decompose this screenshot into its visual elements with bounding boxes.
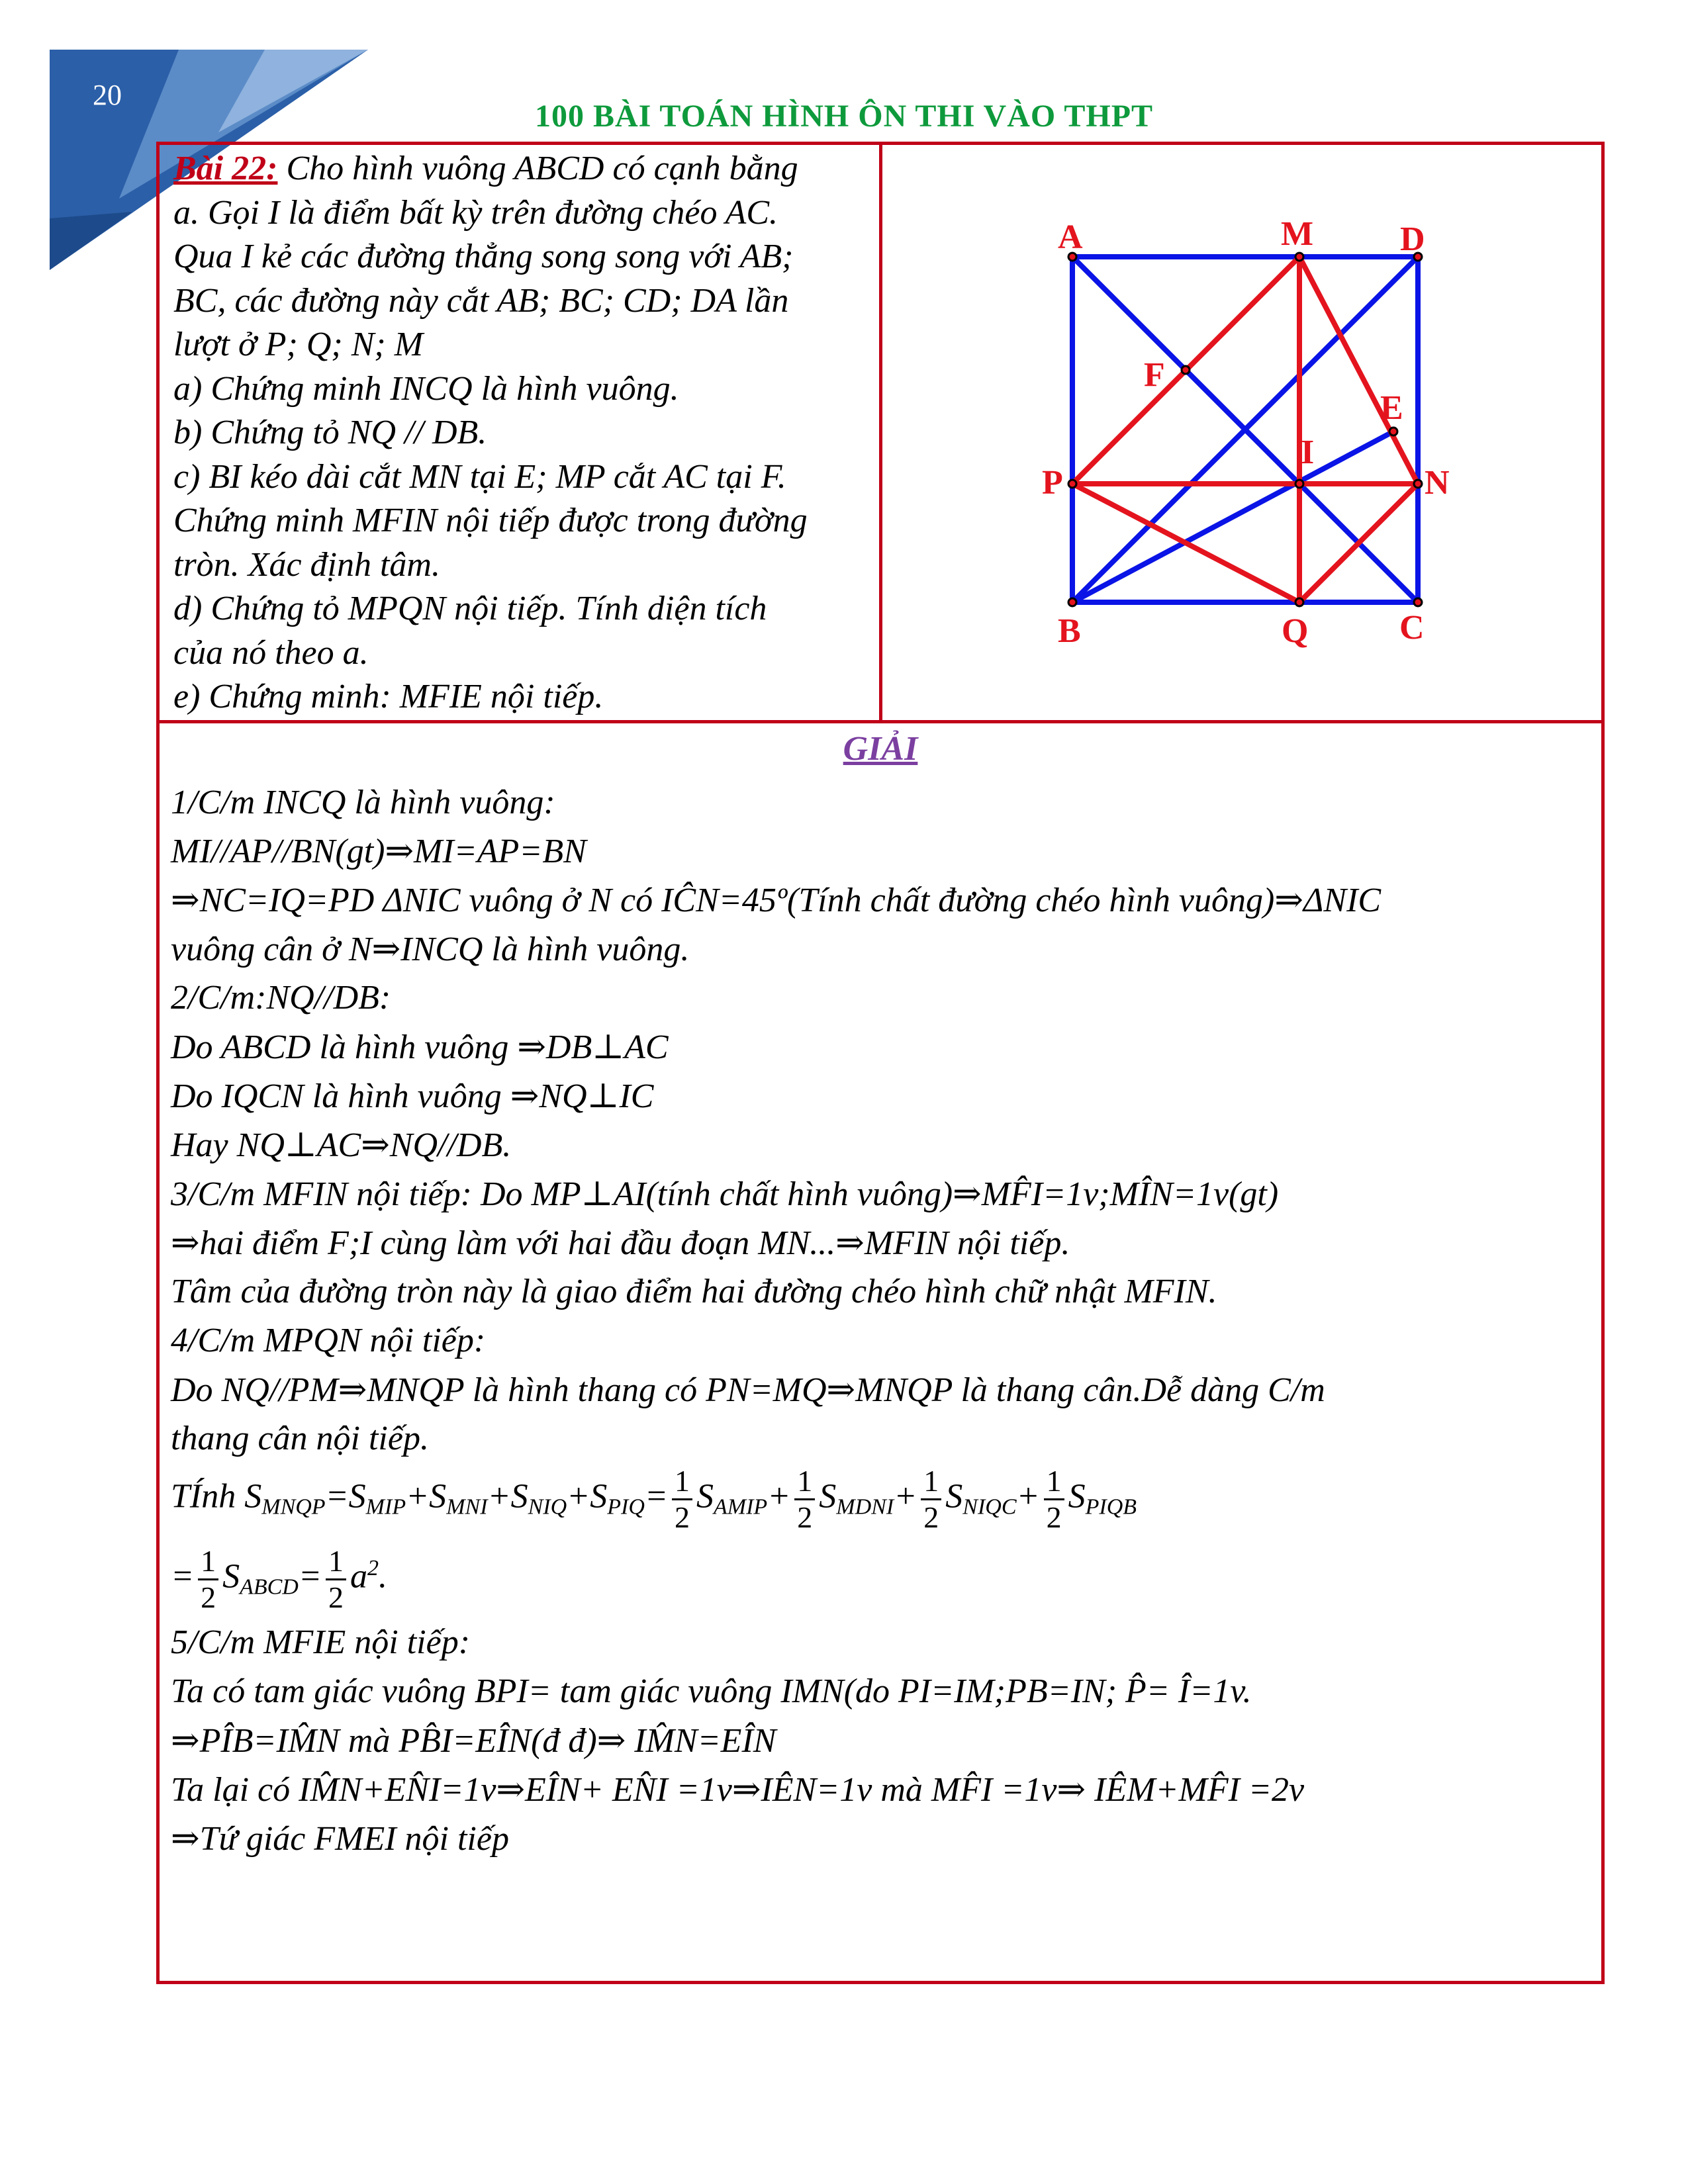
solution-line: 1/C/m INCQ là hình vuông:	[171, 784, 555, 821]
formula-exponent: 2	[367, 1556, 379, 1581]
problem-line: của nó theo a.	[173, 633, 369, 672]
formula-subscript: NIQ	[528, 1494, 567, 1520]
problem-line: b) Chứng tỏ NQ // DB.	[173, 414, 487, 451]
solution-line: thang cân nội tiếp.	[171, 1420, 429, 1457]
problem-line: d) Chứng tỏ MPQN nội tiếp. Tính diện tích	[173, 590, 767, 627]
point-b	[1068, 598, 1076, 606]
solution-line: Tâm của đường tròn này là giao điểm hai đường chéo hình chữ nhật MFIN.	[171, 1273, 1217, 1310]
label-p: P	[1042, 464, 1063, 502]
header-title: 100 BÀI TOÁN HÌNH ÔN THI VÀO THPT	[534, 99, 1154, 134]
problem-line: Cho hình vuông ABCD có cạnh bằng	[277, 150, 798, 187]
label-a: A	[1058, 218, 1083, 256]
formula-text: +S	[406, 1477, 447, 1516]
label-f: F	[1144, 356, 1165, 394]
page-number: 20	[93, 79, 122, 111]
solution-line: ⇒NC=IQ=PD ΔNIC vuông ở N có IĈN=45º(Tính chất đường chéo hình vuông)⇒ΔNIC	[171, 882, 1382, 919]
solution-line: ⇒PÎB=IM̂N mà PB̂I=EÎN(đ đ)⇒ IM̂N=EÎN	[171, 1722, 776, 1760]
solution-line: vuông cân ở N⇒INCQ là hình vuông.	[171, 931, 690, 968]
formula-text: =	[298, 1557, 322, 1596]
solution-line: MI//AP//BN(gt)⇒MI=AP=BN	[171, 833, 586, 870]
point-i	[1295, 480, 1303, 488]
solution-line: 4/C/m MPQN nội tiếp:	[171, 1322, 486, 1359]
point-p	[1068, 480, 1076, 488]
solution-line: Ta có tam giác vuông BPI= tam giác vuông IMN(do PI=IM;PB=IN; P̂= Î=1v.	[171, 1672, 1252, 1710]
point-f	[1182, 366, 1190, 374]
point-c	[1414, 598, 1422, 606]
formula-text: =	[171, 1557, 195, 1596]
label-e: E	[1380, 389, 1403, 427]
formula-text: +S	[487, 1477, 528, 1516]
formula-text: S	[696, 1477, 714, 1516]
formula-subscript: ABCD	[240, 1574, 299, 1600]
formula-text: =S	[325, 1477, 366, 1516]
fraction: $\frac{1}{2}$	[326, 1544, 346, 1615]
problem-line: tròn. Xác định tâm.	[173, 545, 440, 584]
area-result	[171, 1544, 387, 1615]
problem-line: Qua I kẻ các đường thẳng song song với AB;	[173, 238, 794, 275]
formula-text: =	[644, 1477, 669, 1516]
geometry-figure	[882, 145, 1601, 720]
fraction: $\frac{1}{2}$	[794, 1464, 815, 1535]
solution-heading: GIẢI	[843, 730, 918, 768]
formula-text: S	[222, 1557, 240, 1596]
label-n: N	[1425, 464, 1450, 502]
label-q: Q	[1282, 612, 1309, 650]
label-d: D	[1400, 220, 1425, 258]
solution-line: ⇒Tứ giác FMEI nội tiếp	[171, 1820, 509, 1858]
formula-subscript: MNI	[446, 1494, 488, 1520]
fraction: $\frac{1}{2}$	[921, 1464, 941, 1535]
formula-text: +S	[567, 1477, 608, 1516]
solution-line: Do NQ//PM⇒MNQP là hình thang có PN=MQ⇒MNQP là thang cân.Dễ dàng C/m	[171, 1371, 1325, 1409]
fraction: $\frac{1}{2}$	[672, 1464, 692, 1535]
solution-line: 5/C/m MFIE nội tiếp:	[171, 1623, 471, 1661]
label-b: B	[1058, 612, 1081, 650]
solution-line: Ta lại có IM̂N+EN̂I=1v⇒EÎN+ EN̂I =1v⇒IÊN=1v mà MF̂I =1v⇒ IÊM+MF̂I =2v	[171, 1771, 1305, 1809]
formula-text: S	[945, 1477, 963, 1516]
fraction: $\frac{1}{2}$	[198, 1544, 218, 1615]
fraction: $\frac{1}{2}$	[1044, 1464, 1064, 1535]
solution-line: 3/C/m MFIN nội tiếp: Do MP⊥AI(tính chất hình vuông)⇒MF̂I=1v;MÎN=1v(gt)	[171, 1175, 1279, 1213]
solution-line: ⇒hai điểm F;I cùng làm với hai đầu đoạn MN...⇒MFIN nội tiếp.	[171, 1224, 1070, 1262]
formula-subscript: AMIP	[714, 1494, 768, 1520]
problem-statement	[173, 147, 874, 719]
problem-label: Bài 22:	[173, 150, 278, 187]
point-q	[1295, 598, 1303, 606]
formula-text: +	[894, 1477, 917, 1516]
formula-text: a	[350, 1557, 367, 1596]
formula-subscript: PIQB	[1085, 1494, 1137, 1520]
problem-line: e) Chứng minh: MFIE nội tiếp.	[173, 678, 604, 715]
solution-line: Hay NQ⊥AC⇒NQ//DB.	[171, 1126, 512, 1164]
formula-text: +	[1016, 1477, 1040, 1516]
formula-subscript: NIQC	[962, 1494, 1017, 1520]
point-m	[1295, 253, 1303, 261]
problem-line: c) BI kéo dài cắt MN tại E; MP cắt AC tại F.	[173, 457, 786, 496]
area-formula	[171, 1464, 1137, 1535]
formula-subscript: MIP	[365, 1494, 406, 1520]
formula-text: S	[1068, 1477, 1086, 1516]
formula-subscript: MNQP	[261, 1494, 326, 1520]
segment-be	[1072, 432, 1393, 602]
formula-subscript: PIQ	[607, 1494, 645, 1520]
solution-line: 2/C/m:NQ//DB:	[171, 979, 391, 1017]
point-e	[1389, 428, 1397, 435]
point-n	[1414, 480, 1422, 488]
formula-text: TÍnh S	[171, 1477, 262, 1516]
problem-line: BC, các đường này cắt AB; BC; CD; DA lần	[173, 281, 789, 320]
formula-text: S	[819, 1477, 837, 1516]
label-m: M	[1281, 215, 1314, 253]
solution-line: Do ABCD là hình vuông ⇒DB⊥AC	[171, 1028, 669, 1066]
formula-text: +	[767, 1477, 791, 1516]
label-i: I	[1301, 433, 1315, 471]
problem-line: Chứng minh MFIN nội tiếp được trong đường	[173, 502, 808, 539]
formula-text: .	[378, 1557, 387, 1596]
problem-line: a. Gọi I là điểm bất kỳ trên đường chéo AC.	[173, 193, 778, 232]
solution-line: Do IQCN là hình vuông ⇒NQ⊥IC	[171, 1077, 654, 1115]
formula-subscript: MDNI	[836, 1494, 894, 1520]
problem-line: lượt ở P; Q; N; M	[173, 326, 424, 363]
label-c: C	[1399, 609, 1425, 647]
problem-line: a) Chứng minh INCQ là hình vuông.	[173, 369, 679, 408]
